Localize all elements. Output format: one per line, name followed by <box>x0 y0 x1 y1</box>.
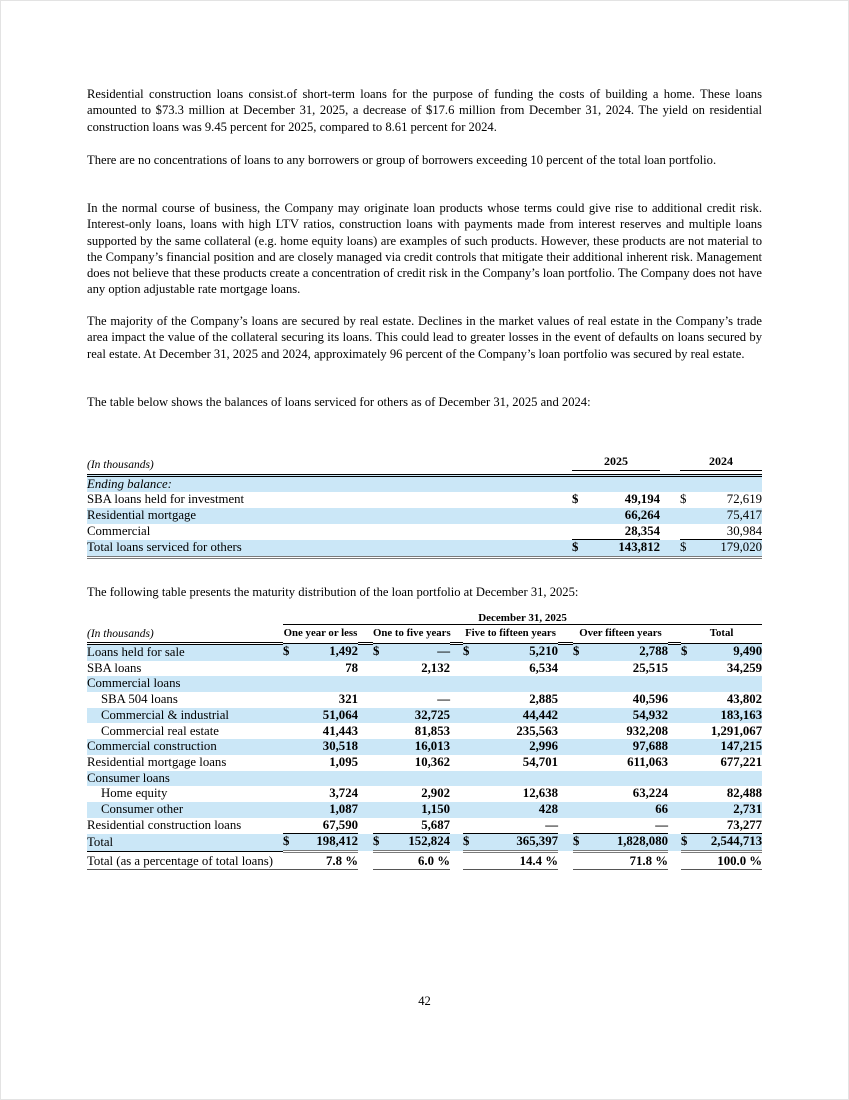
percentage-cell: 71.8 % <box>573 851 668 870</box>
total-cell: $ 1,828,080 <box>573 834 668 852</box>
row-label: SBA loans <box>87 660 142 675</box>
cell: 32,725 <box>414 707 450 722</box>
cell: 147,215 <box>720 739 763 754</box>
cell: — <box>573 818 668 834</box>
column-header: Over fifteen years <box>573 625 668 644</box>
unit-label: (In thousands) <box>87 625 283 644</box>
column-header-2024: 2024 <box>680 454 762 475</box>
cell: 66 <box>655 801 668 816</box>
cell: 1,291,067 <box>710 723 763 738</box>
row-label: Commercial & industrial <box>101 707 229 722</box>
total-row <box>87 540 762 558</box>
table-caption: December 31, 2025 <box>283 611 762 625</box>
paragraph-residential-construction: Residential construction loans consist.of short-term loans for the purpose of funding the costs of building a home. These loans amounted to $73.3 million at December 31, 2025, a decrease of $17.6 million from December 31, 2024. The yield on residential construction loans was 9.45 percent for 2025, compared to 8.61 percent for 2024. <box>87 87 762 134</box>
total-cell: $ 365,397 <box>463 834 558 852</box>
row-label: SBA 504 loans <box>101 692 178 707</box>
caption-row <box>87 611 762 625</box>
cell: $ 9,490 <box>681 644 763 659</box>
spacer <box>87 611 283 625</box>
total-label: Total <box>87 834 283 852</box>
cell: 611,063 <box>627 754 668 769</box>
cell-2025: $ 49,194 <box>572 492 660 507</box>
table-row <box>87 723 762 739</box>
category-row <box>87 676 762 692</box>
spacer <box>660 492 680 508</box>
table-row <box>87 492 762 508</box>
total-row <box>87 834 762 852</box>
spacer <box>660 540 680 558</box>
column-header: Total <box>681 625 762 644</box>
cell: 2,132 <box>421 660 450 675</box>
table-row <box>87 818 762 834</box>
cell: 12,638 <box>522 786 558 801</box>
percentage-cell: 100.0 % <box>681 851 762 870</box>
percentage-cell: 14.4 % <box>463 851 558 870</box>
cell <box>572 475 660 492</box>
cell: 81,853 <box>414 723 450 738</box>
cell: 16,013 <box>414 739 450 754</box>
cell: 2,996 <box>529 739 558 754</box>
loans-serviced-table <box>87 454 762 559</box>
row-label: SBA loans held for investment <box>87 492 245 507</box>
total-cell: $ 2,544,713 <box>681 834 762 852</box>
cell: $ 2,788 <box>573 644 668 659</box>
row-label: Commercial construction <box>87 739 217 754</box>
cell: 30,518 <box>322 739 358 754</box>
cell: 78 <box>345 660 358 675</box>
column-header-2025: 2025 <box>572 454 660 475</box>
cell-2025: 66,264 <box>624 507 660 522</box>
cell: 6,534 <box>529 660 558 675</box>
paragraph-serviced-intro: The table below shows the balances of loans serviced for others as of December 31, 2025 and 2024: <box>87 395 591 409</box>
cell <box>680 475 762 492</box>
cell-2024: 30,984 <box>680 524 762 540</box>
category-label: Commercial loans <box>87 676 181 691</box>
unit-label: (In thousands) <box>87 454 572 475</box>
cell: 82,488 <box>726 786 763 801</box>
cell: 1,087 <box>329 801 358 816</box>
column-header: One to five years <box>373 625 450 644</box>
cell: 1,150 <box>421 801 450 816</box>
section-row <box>87 475 762 492</box>
percentage-cell: 7.8 % <box>283 851 358 870</box>
cell-2025: 28,354 <box>572 524 660 540</box>
table-row <box>87 692 762 708</box>
cell: — <box>437 692 450 707</box>
table-row <box>87 708 762 724</box>
cell: 321 <box>338 692 358 707</box>
cell: 677,221 <box>720 754 763 769</box>
cell: 428 <box>538 801 558 816</box>
cell: 73,277 <box>681 818 762 834</box>
column-header: One year or less <box>283 625 358 644</box>
spacer <box>660 454 680 475</box>
paragraph-maturity-intro: The following table presents the maturity distribution of the loan portfolio at December 31, 2025: <box>87 585 579 599</box>
row-label: Loans held for sale <box>87 645 185 660</box>
cell: $ 1,492 <box>283 644 358 659</box>
table-row <box>87 802 762 818</box>
cell-2024: 75,417 <box>726 507 762 522</box>
table-row <box>87 661 762 677</box>
cell: 67,590 <box>283 818 358 834</box>
row-label: Consumer other <box>101 801 184 816</box>
cell: $ — <box>373 644 450 659</box>
table-row <box>87 644 762 661</box>
cell: $ 5,210 <box>463 644 558 659</box>
cell: 44,442 <box>522 707 558 722</box>
row-label: Residential mortgage <box>87 507 197 522</box>
table-row <box>87 755 762 771</box>
cell: 3,724 <box>329 786 358 801</box>
row-label: Home equity <box>101 786 168 801</box>
spacer <box>668 625 681 644</box>
maturity-distribution-table <box>87 611 762 870</box>
percentage-row <box>87 851 762 870</box>
cell: 2,902 <box>421 786 450 801</box>
cell: 183,163 <box>720 707 763 722</box>
category-label: Consumer loans <box>87 770 170 785</box>
cell: 25,515 <box>632 660 668 675</box>
row-label: Commercial <box>87 523 151 538</box>
row-label: Residential construction loans <box>87 817 242 832</box>
total-2024: $ 179,020 <box>680 540 762 558</box>
paragraph-concentrations: There are no concentrations of loans to any borrowers or group of borrowers exceeding 10 percent of the total loan portfolio. <box>87 153 717 167</box>
spacer <box>358 625 373 644</box>
table-header-row <box>87 454 762 475</box>
table-row <box>87 524 762 540</box>
cell: 34,259 <box>726 660 763 675</box>
row-label: Commercial real estate <box>101 723 219 738</box>
cell: 1,095 <box>329 754 358 769</box>
cell: 2,731 <box>733 801 763 816</box>
paragraph-real-estate: The majority of the Company’s loans are secured by real estate. Declines in the market values of real estate in the Company’s trade area impact the value of the collateral securing its loans. This could lead to greater losses in the event of defaults on loans secured by real estate. At December 31, 2025 and 2024, approximately 96 percent of the Company’s loan portfolio was secured by real estate. <box>87 314 762 361</box>
cell-2024: $ 72,619 <box>680 492 762 507</box>
cell: — <box>463 818 558 834</box>
cell: 51,064 <box>322 707 358 722</box>
cell: 54,701 <box>522 754 558 769</box>
row-label: Residential mortgage loans <box>87 754 227 769</box>
cell: 5,687 <box>373 818 450 834</box>
spacer <box>660 508 680 524</box>
percentage-cell: 6.0 % <box>373 851 450 870</box>
total-cell: $ 198,412 <box>283 834 358 852</box>
table-row <box>87 786 762 802</box>
cell: 235,563 <box>516 723 558 738</box>
cell: 97,688 <box>632 739 668 754</box>
cell: 63,224 <box>632 786 668 801</box>
spacer <box>660 524 680 540</box>
cell: 10,362 <box>414 754 450 769</box>
cell: 54,932 <box>632 707 668 722</box>
paragraph-credit-risk: In the normal course of business, the Company may originate loan products whose terms could give rise to additional credit risk. Interest-only loans, loans with high LTV ratios, construction loans with payments made from interest reserves and multiple loans supported by the same collateral (e.g. home equity loans) are examples of such products. However, these products are not material to the Company’s financial position and are closely managed via credit controls that mitigate their additional inherent risk. Management does not believe that these products create a concentration of credit risk in the Company’s loan portfolio. The Company does not have any option adjustable rate mortgage loans. <box>87 201 762 297</box>
cell: 40,596 <box>632 692 668 707</box>
spacer <box>558 625 573 644</box>
category-row <box>87 771 762 787</box>
table-header-row <box>87 625 762 644</box>
total-2025: $ 143,812 <box>572 540 660 558</box>
page-number: 42 <box>418 994 431 1008</box>
spacer <box>450 625 463 644</box>
table-row <box>87 739 762 755</box>
cell: 2,885 <box>529 692 558 707</box>
section-label: Ending balance: <box>87 476 172 491</box>
cell: 932,208 <box>626 723 668 738</box>
table-row <box>87 508 762 524</box>
cell: 43,802 <box>726 692 763 707</box>
cell: 41,443 <box>322 723 358 738</box>
total-cell: $ 152,824 <box>373 834 450 852</box>
percentage-label: Total (as a percentage of total loans) <box>87 851 283 870</box>
total-label: Total loans serviced for others <box>87 540 572 558</box>
column-header: Five to fifteen years <box>463 625 558 644</box>
